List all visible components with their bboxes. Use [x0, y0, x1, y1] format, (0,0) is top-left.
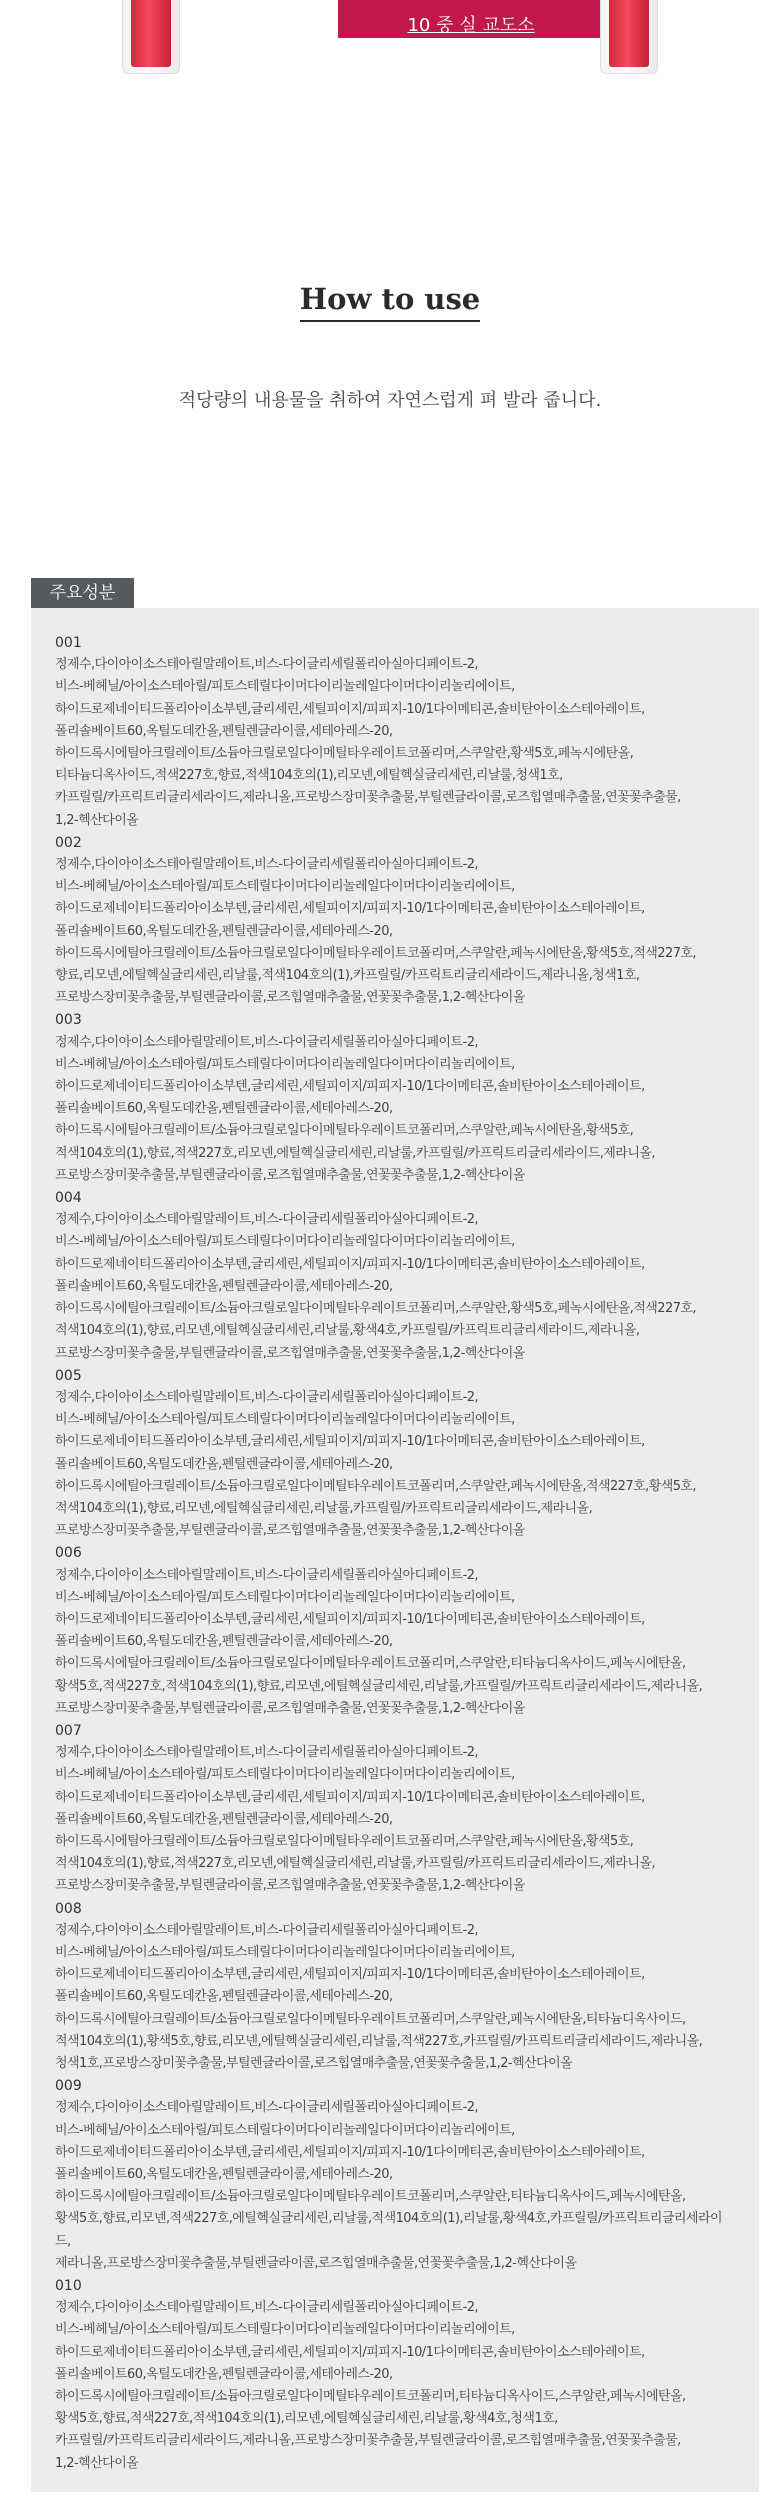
ingredient-entry [55, 2075, 735, 2275]
ingredient-entry [55, 632, 735, 832]
ingredient-line: 비스-베헤닐/아이소스테아릴/피토스테릴다이머다이리놀레일다이머다이리놀리에이트, [55, 1234, 515, 1250]
ingredient-line: 프로방스장미꽃추출물,부틸렌글라이콜,로즈힙열매추출물,연꽃꽃추출물,1,2-헥산다이올 [55, 1878, 525, 1894]
promo-banner [338, 0, 604, 38]
ingredient-line: 비스-베헤닐/아이소스테아릴/피토스테릴다이머다이리놀레일다이머다이리놀리에이트, [55, 879, 515, 895]
ingredient-line: 하이드록시에틸아크릴레이트/소듐아크릴로일다이메틸타우레이트코폴리머,스쿠알란,페녹시에탄올,티타늄디옥사이드, [55, 2011, 686, 2027]
ingredient-entry [55, 1542, 735, 1720]
ingredient-line: 하이드록시에틸아크릴레이트/소듐아크릴로일다이메틸타우레이트코폴리머,스쿠알란,황색5호,페녹시에탄올, [55, 746, 634, 762]
ingredient-line: 프로방스장미꽃추출물,부틸렌글라이콜,로즈힙열매추출물,연꽃꽃추출물,1,2-헥산다이올 [55, 1345, 525, 1361]
ingredient-number: 004 [55, 1190, 82, 1207]
ingredient-line: 정제수,다이아이소스테아릴말레이트,비스-다이글리세릴폴리아실아디페이트-2, [55, 657, 479, 673]
ingredient-entry [55, 1898, 735, 2076]
ingredient-line: 하이드로제네이티드폴리아이소부텐,글리세린,세틸피이지/피피지-10/1다이메티콘,솔비탄아이소스테아레이트, [55, 1079, 645, 1095]
ingredient-entry [55, 1187, 735, 1365]
ingredient-entry [55, 832, 735, 1010]
tint-liquid [131, 0, 171, 67]
ingredient-line: 폴리솔베이트60,옥틸도데칸올,펜틸렌글라이콜,세테아레스-20, [55, 1101, 393, 1117]
ingredient-line: 하이드록시에틸아크릴레이트/소듐아크릴로일다이메틸타우레이트코폴리머,스쿠알란,황색5호,페녹시에탄올,적색227호, [55, 1301, 697, 1317]
ingredient-line: 정제수,다이아이소스테아릴말레이트,비스-다이글리세릴폴리아실아디페이트-2, [55, 1034, 479, 1050]
ingredient-line: 청색1호,프로방스장미꽃추출물,부틸렌글라이콜,로즈힙열매추출물,연꽃꽃추출물,1,2-헥산다이올 [55, 2056, 573, 2071]
tint-liquid [609, 0, 649, 67]
ingredient-number: 006 [55, 1545, 82, 1562]
ingredient-line: 프로방스장미꽃추출물,부틸렌글라이콜,로즈힙열매추출물,연꽃꽃추출물,1,2-헥산다이올 [55, 1523, 525, 1539]
ingredient-line: 하이드로제네이티드폴리아이소부텐,글리세린,세틸피이지/피피지-10/1다이메티콘,솔비탄아이소스테아레이트, [55, 2344, 645, 2360]
ingredient-number: 009 [55, 2078, 82, 2095]
ingredient-entry [55, 1720, 735, 1898]
ingredient-line: 황색5호,향료,리모넨,적색227호,에틸헥실글리세린,리날룰,적색104호의(1),리날룰,황색4호,카프릴릴/카프릭트리글리세라이드, [55, 2211, 722, 2249]
ingredient-line: 비스-베헤닐/아이소스테아릴/피토스테릴다이머다이리놀레일다이머다이리놀리에이트, [55, 679, 515, 695]
ingredient-line: 하이드로제네이티드폴리아이소부텐,글리세린,세틸피이지/피피지-10/1다이메티콘,솔비탄아이소스테아레이트, [55, 701, 645, 717]
ingredient-line: 하이드록시에틸아크릴레이트/소듐아크릴로일다이메틸타우레이트코폴리머,스쿠알란,페녹시에탄올,황색5호,적색227호, [55, 945, 697, 961]
ingredient-line: 정제수,다이아이소스테아릴말레이트,비스-다이글리세릴폴리아실아디페이트-2, [55, 2100, 479, 2116]
ingredient-line: 카프릴릴/카프릭트리글리세라이드,제라니올,프로방스장미꽃추출물,부틸렌글라이콜,로즈힙열매추출물,연꽃꽃추출물, [55, 790, 681, 806]
ingredient-line: 정제수,다이아이소스테아릴말레이트,비스-다이글리세릴폴리아실아디페이트-2, [55, 857, 479, 873]
ingredient-line: 정제수,다이아이소스테아릴말레이트,비스-다이글리세릴폴리아실아디페이트-2, [55, 1212, 479, 1228]
ingredient-line: 1,2-헥산다이올 [55, 812, 139, 828]
ingredient-line: 폴리솔베이트60,옥틸도데칸올,펜틸렌글라이콜,세테아레스-20, [55, 1456, 393, 1472]
ingredient-line: 적색104호의(1),향료,리모넨,에틸헥실글리세린,리날룰,황색4호,카프릴릴/카프릭트리글리세라이드,제라니올, [55, 1323, 640, 1339]
ingredient-line: 제라니올,프로방스장미꽃추출물,부틸렌글라이콜,로즈힙열매추출물,연꽃꽃추출물,1,2-헥산다이올 [55, 2255, 577, 2271]
ingredient-line: 정제수,다이아이소스테아릴말레이트,비스-다이글리세릴폴리아실아디페이트-2, [55, 1389, 479, 1405]
ingredient-line: 비스-베헤닐/아이소스테아릴/피토스테릴다이머다이리놀레일다이머다이리놀리에이트, [55, 1412, 515, 1428]
ingredient-number: 008 [55, 1900, 82, 1917]
ingredient-line: 하이드록시에틸아크릴레이트/소듐아크릴로일다이메틸타우레이트코폴리머,스쿠알란,페녹시에탄올,적색227호,황색5호, [55, 1478, 697, 1494]
ingredient-line: 비스-베헤닐/아이소스테아릴/피토스테릴다이머다이리놀레일다이머다이리놀리에이트, [55, 1944, 515, 1960]
lip-tint-bottle-right [600, 0, 658, 74]
ingredient-line: 하이드로제네이티드폴리아이소부텐,글리세린,세틸피이지/피피지-10/1다이메티콘,솔비탄아이소스테아레이트, [55, 901, 645, 917]
ingredients-tab-label: 주요성분 [31, 578, 134, 608]
ingredient-line: 향료,리모넨,에틸헥실글리세린,리날룰,적색104호의(1),카프릴릴/카프릭트리글리세라이드,제라니올,청색1호, [55, 968, 640, 984]
ingredient-line: 하이드로제네이티드폴리아이소부텐,글리세린,세틸피이지/피피지-10/1다이메티콘,솔비탄아이소스테아레이트, [55, 2144, 645, 2160]
ingredient-line: 하이드로제네이티드폴리아이소부텐,글리세린,세틸피이지/피피지-10/1다이메티콘,솔비탄아이소스테아레이트, [55, 1256, 645, 1272]
ingredient-entry [55, 2275, 735, 2475]
ingredient-number: 005 [55, 1367, 82, 1384]
ingredient-line: 폴리솔베이트60,옥틸도데칸올,펜틸렌글라이콜,세테아레스-20, [55, 1989, 393, 2005]
ingredient-line: 하이드로제네이티드폴리아이소부텐,글리세린,세틸피이지/피피지-10/1다이메티콘,솔비탄아이소스테아레이트, [55, 1611, 645, 1627]
ingredient-line: 황색5호,적색227호,적색104호의(1),향료,리모넨,에틸헥실글리세린,리날룰,카프릴릴/카프릭트리글리세라이드,제라니올, [55, 1678, 703, 1694]
how-to-use-title-text: How to use [300, 282, 481, 322]
lip-tint-bottle-left [122, 0, 180, 74]
ingredient-line: 정제수,다이아이소스테아릴말레이트,비스-다이글리세릴폴리아실아디페이트-2, [55, 1745, 479, 1761]
ingredient-line: 프로방스장미꽃추출물,부틸렌글라이콜,로즈힙열매추출물,연꽃꽃추출물,1,2-헥산다이올 [55, 1167, 525, 1183]
ingredient-number: 001 [55, 635, 82, 651]
ingredient-number: 002 [55, 834, 82, 851]
ingredient-entry [55, 1365, 735, 1543]
ingredient-line: 하이드록시에틸아크릴레이트/소듐아크릴로일다이메틸타우레이트코폴리머,스쿠알란,페녹시에탄올,황색5호, [55, 1833, 634, 1849]
ingredient-line: 폴리솔베이트60,옥틸도데칸올,펜틸렌글라이콜,세테아레스-20, [55, 923, 393, 939]
ingredient-line: 폴리솔베이트60,옥틸도데칸올,펜틸렌글라이콜,세테아레스-20, [55, 2167, 393, 2183]
ingredient-line: 폴리솔베이트60,옥틸도데칸올,펜틸렌글라이콜,세테아레스-20, [55, 1278, 393, 1294]
ingredient-line: 카프릴릴/카프릭트리글리세라이드,제라니올,프로방스장미꽃추출물,부틸렌글라이콜,로즈힙열매추출물,연꽃꽃추출물, [55, 2433, 681, 2449]
ingredient-line: 폴리솔베이트60,옥틸도데칸올,펜틸렌글라이콜,세테아레스-20, [55, 1634, 393, 1650]
how-to-use-title [0, 282, 780, 322]
ingredient-line: 폴리솔베이트60,옥틸도데칸올,펜틸렌글라이콜,세테아레스-20, [55, 2366, 393, 2382]
ingredient-line: 프로방스장미꽃추출물,부틸렌글라이콜,로즈힙열매추출물,연꽃꽃추출물,1,2-헥산다이올 [55, 990, 525, 1006]
ingredient-line: 적색104호의(1),황색5호,향료,리모넨,에틸헥실글리세린,리날룰,적색227호,카프릴릴/카프릭트리글리세라이드,제라니올, [55, 2033, 703, 2049]
ingredient-line: 비스-베헤닐/아이소스테아릴/피토스테릴다이머다이리놀레일다이머다이리놀리에이트, [55, 1767, 515, 1783]
ingredient-entry [55, 1009, 735, 1187]
ingredient-line: 하이드록시에틸아크릴레이트/소듐아크릴로일다이메틸타우레이트코폴리머,스쿠알란,티타늄디옥사이드,페녹시에탄올, [55, 2189, 686, 2205]
ingredient-line: 하이드록시에틸아크릴레이트/소듐아크릴로일다이메틸타우레이트코폴리머,티타늄디옥사이드,스쿠알란,페녹시에탄올, [55, 2389, 686, 2405]
ingredient-line: 적색104호의(1),향료,적색227호,리모넨,에틸헥실글리세린,리날룰,카프릴릴/카프릭트리글리세라이드,제라니올, [55, 1856, 655, 1872]
ingredient-number: 010 [55, 2278, 82, 2295]
ingredient-line: 비스-베헤닐/아이소스테아릴/피토스테릴다이머다이리놀레일다이머다이리놀리에이트, [55, 2322, 515, 2338]
ingredients-panel [31, 608, 759, 2492]
ingredient-line: 적색104호의(1),향료,적색227호,리모넨,에틸헥실글리세린,리날룰,카프릴릴/카프릭트리글리세라이드,제라니올, [55, 1145, 655, 1161]
ingredient-line: 황색5호,향료,적색227호,적색104호의(1),리모넨,에틸헥실글리세린,리날룰,황색4호,청색1호, [55, 2411, 558, 2427]
ingredient-line: 적색104호의(1),향료,리모넨,에틸헥실글리세린,리날룰,카프릴릴/카프릭트리글리세라이드,제라니올, [55, 1500, 593, 1516]
ingredient-line: 티타늄디옥사이드,적색227호,향료,적색104호의(1),리모넨,에틸헥실글리세린,리날룰,청색1호, [55, 768, 563, 784]
ingredient-line: 비스-베헤닐/아이소스테아릴/피토스테릴다이머다이리놀레일다이머다이리놀리에이트, [55, 2122, 515, 2138]
ingredient-line: 하이드록시에틸아크릴레이트/소듐아크릴로일다이메틸타우레이트코폴리머,스쿠알란,페녹시에탄올,황색5호, [55, 1123, 634, 1139]
how-to-use-description: 적당량의 내용물을 취하여 자연스럽게 펴 발라 줍니다. [178, 390, 602, 411]
ingredient-line: 정제수,다이아이소스테아릴말레이트,비스-다이글리세릴폴리아실아디페이트-2, [55, 1567, 479, 1583]
promo-banner-text: 10 중 실 교도소 [407, 15, 535, 36]
ingredient-line: 폴리솔베이트60,옥틸도데칸올,펜틸렌글라이콜,세테아레스-20, [55, 723, 393, 739]
ingredient-line: 프로방스장미꽃추출물,부틸렌글라이콜,로즈힙열매추출물,연꽃꽃추출물,1,2-헥산다이올 [55, 1700, 525, 1716]
ingredient-line: 하이드로제네이티드폴리아이소부텐,글리세린,세틸피이지/피피지-10/1다이메티콘,솔비탄아이소스테아레이트, [55, 1789, 645, 1805]
ingredient-line: 폴리솔베이트60,옥틸도데칸올,펜틸렌글라이콜,세테아레스-20, [55, 1811, 393, 1827]
ingredient-line: 1,2-헥산다이올 [55, 2455, 139, 2471]
ingredient-line: 정제수,다이아이소스테아릴말레이트,비스-다이글리세릴폴리아실아디페이트-2, [55, 1922, 479, 1938]
ingredient-number: 003 [55, 1012, 82, 1029]
ingredient-line: 하이드록시에틸아크릴레이트/소듐아크릴로일다이메틸타우레이트코폴리머,스쿠알란,티타늄디옥사이드,페녹시에탄올, [55, 1656, 686, 1672]
ingredient-number: 007 [55, 1722, 82, 1739]
product-image-fragment [0, 0, 780, 60]
ingredient-line: 비스-베헤닐/아이소스테아릴/피토스테릴다이머다이리놀레일다이머다이리놀리에이트, [55, 1589, 515, 1605]
ingredient-line: 비스-베헤닐/아이소스테아릴/피토스테릴다이머다이리놀레일다이머다이리놀리에이트, [55, 1056, 515, 1072]
ingredient-line: 정제수,다이아이소스테아릴말레이트,비스-다이글리세릴폴리아실아디페이트-2, [55, 2300, 479, 2316]
ingredient-line: 하이드로제네이티드폴리아이소부텐,글리세린,세틸피이지/피피지-10/1다이메티콘,솔비탄아이소스테아레이트, [55, 1434, 645, 1450]
ingredient-line: 하이드로제네이티드폴리아이소부텐,글리세린,세틸피이지/피피지-10/1다이메티콘,솔비탄아이소스테아레이트, [55, 1967, 645, 1983]
